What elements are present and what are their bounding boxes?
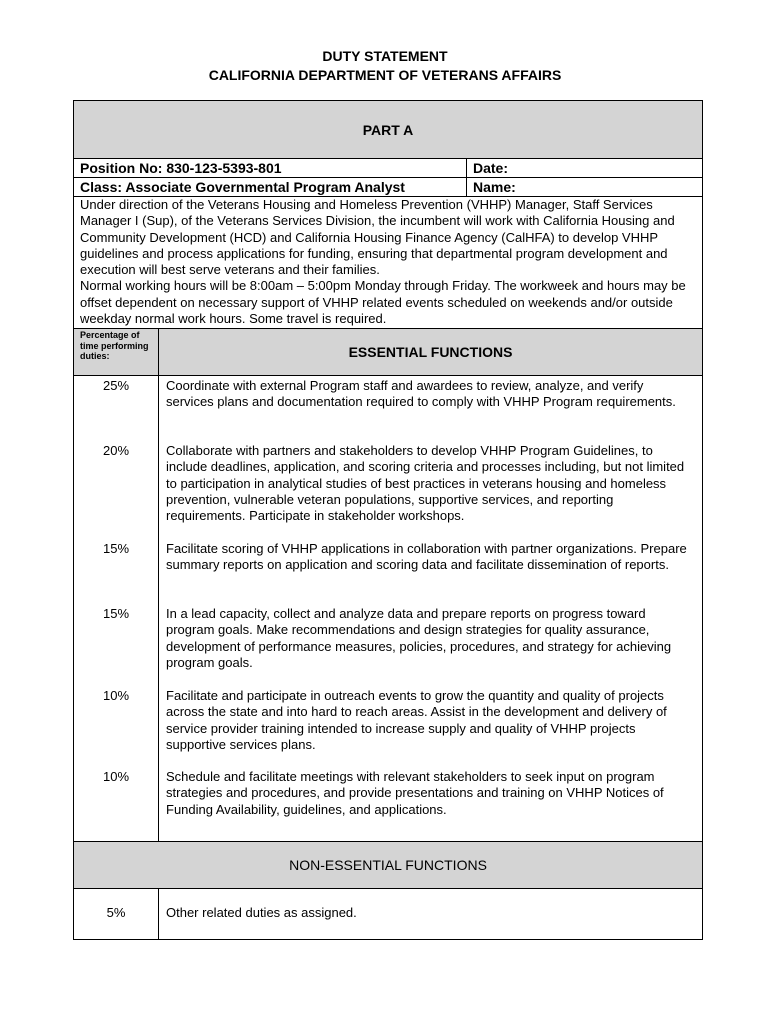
duties-column [159, 376, 702, 841]
date-label: Date: [473, 160, 509, 176]
class-row [74, 178, 702, 197]
position-row [74, 159, 702, 178]
duty-percentage: 25% [102, 378, 130, 393]
duty-percentage: 15% [102, 606, 130, 621]
position-description [74, 197, 702, 329]
duty-statement-table [73, 100, 703, 940]
position-class: Class: Associate Governmental Program Analyst [74, 178, 467, 196]
working-hours-paragraph: Normal working hours will be 8:00am – 5:00pm Monday through Friday. The workweek and hours may be offset dependent on necessary support of VHHP related events scheduled on weekends and/or outside weekday normal work hours. Some travel is required. [80, 278, 686, 327]
duty-description: Facilitate and participate in outreach events to grow the quantity and quality of projects across the state and into hard to reach areas. Assist in the development and delivery of service provider training intended to increase supply and quality of VHHP projects supportive services plans. [166, 688, 667, 752]
duty-description: Coordinate with external Program staff and awardees to review, analyze, and verify services plans and documentation required to comply with VHHP Program requirements. [166, 378, 676, 410]
essential-functions-title: ESSENTIAL FUNCTIONS [159, 329, 702, 375]
non-essential-duty: Other related duties as assigned. [166, 905, 357, 920]
part-a-header: PART A [74, 101, 702, 159]
non-essential-percentage: 5% [74, 889, 159, 939]
duty-percentage: 20% [102, 443, 130, 458]
essential-functions-list [74, 376, 702, 841]
duty-percentage: 10% [102, 769, 130, 784]
duty-percentage: 10% [102, 688, 130, 703]
duty-description: Schedule and facilitate meetings with relevant stakeholders to seek input on program strategies and procedures, and provide presentations and training on VHHP Notices of Funding Availability, guidelines, and applications. [166, 769, 664, 817]
description-paragraph: Under direction of the Veterans Housing and Homeless Prevention (VHHP) Manager, Staff Services Manager I (Sup), of the Veterans Services Division, the incumbent will work with California Housing and Community Development (HCD) and California Housing Finance Agency (CalHFA) to develop VHHP guidelines and process applications for funding, ensuring that departmental program development and execution will best serve veterans and their families. [80, 197, 675, 278]
duty-description: Facilitate scoring of VHHP applications in collaboration with partner organizations. Prepare summary reports on application and scoring data and facilitate dissemination of reports. [166, 541, 687, 573]
name-label: Name: [473, 179, 516, 195]
document-title: DUTY STATEMENT [322, 48, 448, 64]
non-essential-row [74, 889, 702, 939]
essential-functions-header [74, 329, 702, 376]
duty-description: Collaborate with partners and stakeholders to develop VHHP Program Guidelines, to include deadlines, application, and scoring criteria and processes including, but not limited to participation in analytical studies of best practices in veterans housing and homeless prevention, vulnerable veteran populations, supportive services, and reporting requirements. Participate in stakeholder workshops. [166, 443, 685, 524]
position-number: Position No: 830-123-5393-801 [74, 159, 467, 177]
percentage-header: Percentage of time performing duties: [74, 329, 159, 375]
non-essential-functions-header: NON-ESSENTIAL FUNCTIONS [74, 841, 702, 889]
percentage-column [74, 376, 159, 841]
duty-percentage: 15% [102, 541, 130, 556]
duty-description: In a lead capacity, collect and analyze data and prepare reports on progress toward program goals. Make recommendations and design strategies for quality assurance, development of performance measures, policies, procedures, and strategy for achieving program goals. [166, 606, 672, 670]
department-name: CALIFORNIA DEPARTMENT OF VETERANS AFFAIRS [208, 67, 562, 83]
